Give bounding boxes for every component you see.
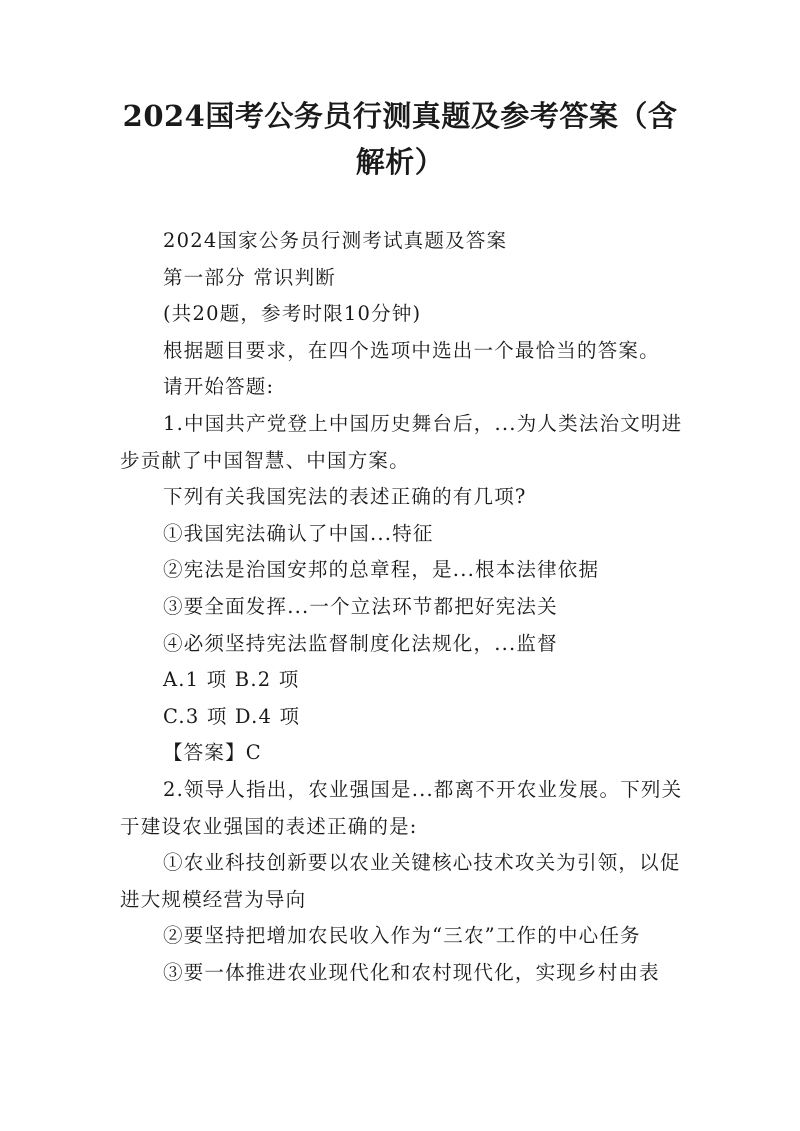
- document-title: 2024国考公务员行测真题及参考答案（含解析）: [122, 99, 678, 179]
- question-1-answer: 【答案】C: [163, 741, 262, 765]
- question-1-options-ab: A.1 项 B.2 项: [163, 668, 300, 692]
- paragraph: (共20题，参考时限10分钟): [163, 302, 422, 326]
- paragraph: 请开始答题:: [163, 375, 275, 399]
- question-1-prompt: 下列有关我国宪法的表述正确的有几项?: [163, 485, 527, 509]
- document-body: [120, 223, 688, 991]
- question-1-statement-2: ②宪法是治国安邦的总章程，是...根本法律依据: [163, 558, 600, 582]
- paragraph: 根据题目要求，在四个选项中选出一个最恰当的答案。: [163, 338, 660, 362]
- question-2-statement-2: ②要坚持把增加农民收入作为“三农”工作的中心任务: [163, 924, 641, 948]
- question-2-statement-3: ③要一体推进农业现代化和农村现代化，实现乡村由表: [163, 960, 660, 984]
- question-1-statement-4: ④必须坚持宪法监督制度化法规化，...监督: [163, 631, 558, 655]
- question-1: 1.中国共产党登上中国历史舞台后，...为人类法治文明进步贡献了中国智慧、中国方案。: [120, 411, 683, 472]
- question-2-statement-1: ①农业科技创新要以农业关键核心技术攻关为引领，以促进大规模经营为导向: [120, 851, 681, 911]
- paragraph: 2024国家公务员行测考试真题及答案: [163, 229, 508, 252]
- question-1-options-cd: C.3 项 D.4 项: [163, 704, 301, 728]
- section-heading: 第一部分 常识判断: [163, 265, 336, 289]
- question-1-statement-1: ①我国宪法确认了中国...特征: [163, 521, 434, 545]
- question-1-statement-3: ③要全面发挥...一个立法环节都把好宪法关: [163, 594, 558, 618]
- question-2: 2.领导人指出，农业强国是...都离不开农业发展。下列关于建设农业强国的表述正确的是:: [120, 777, 683, 838]
